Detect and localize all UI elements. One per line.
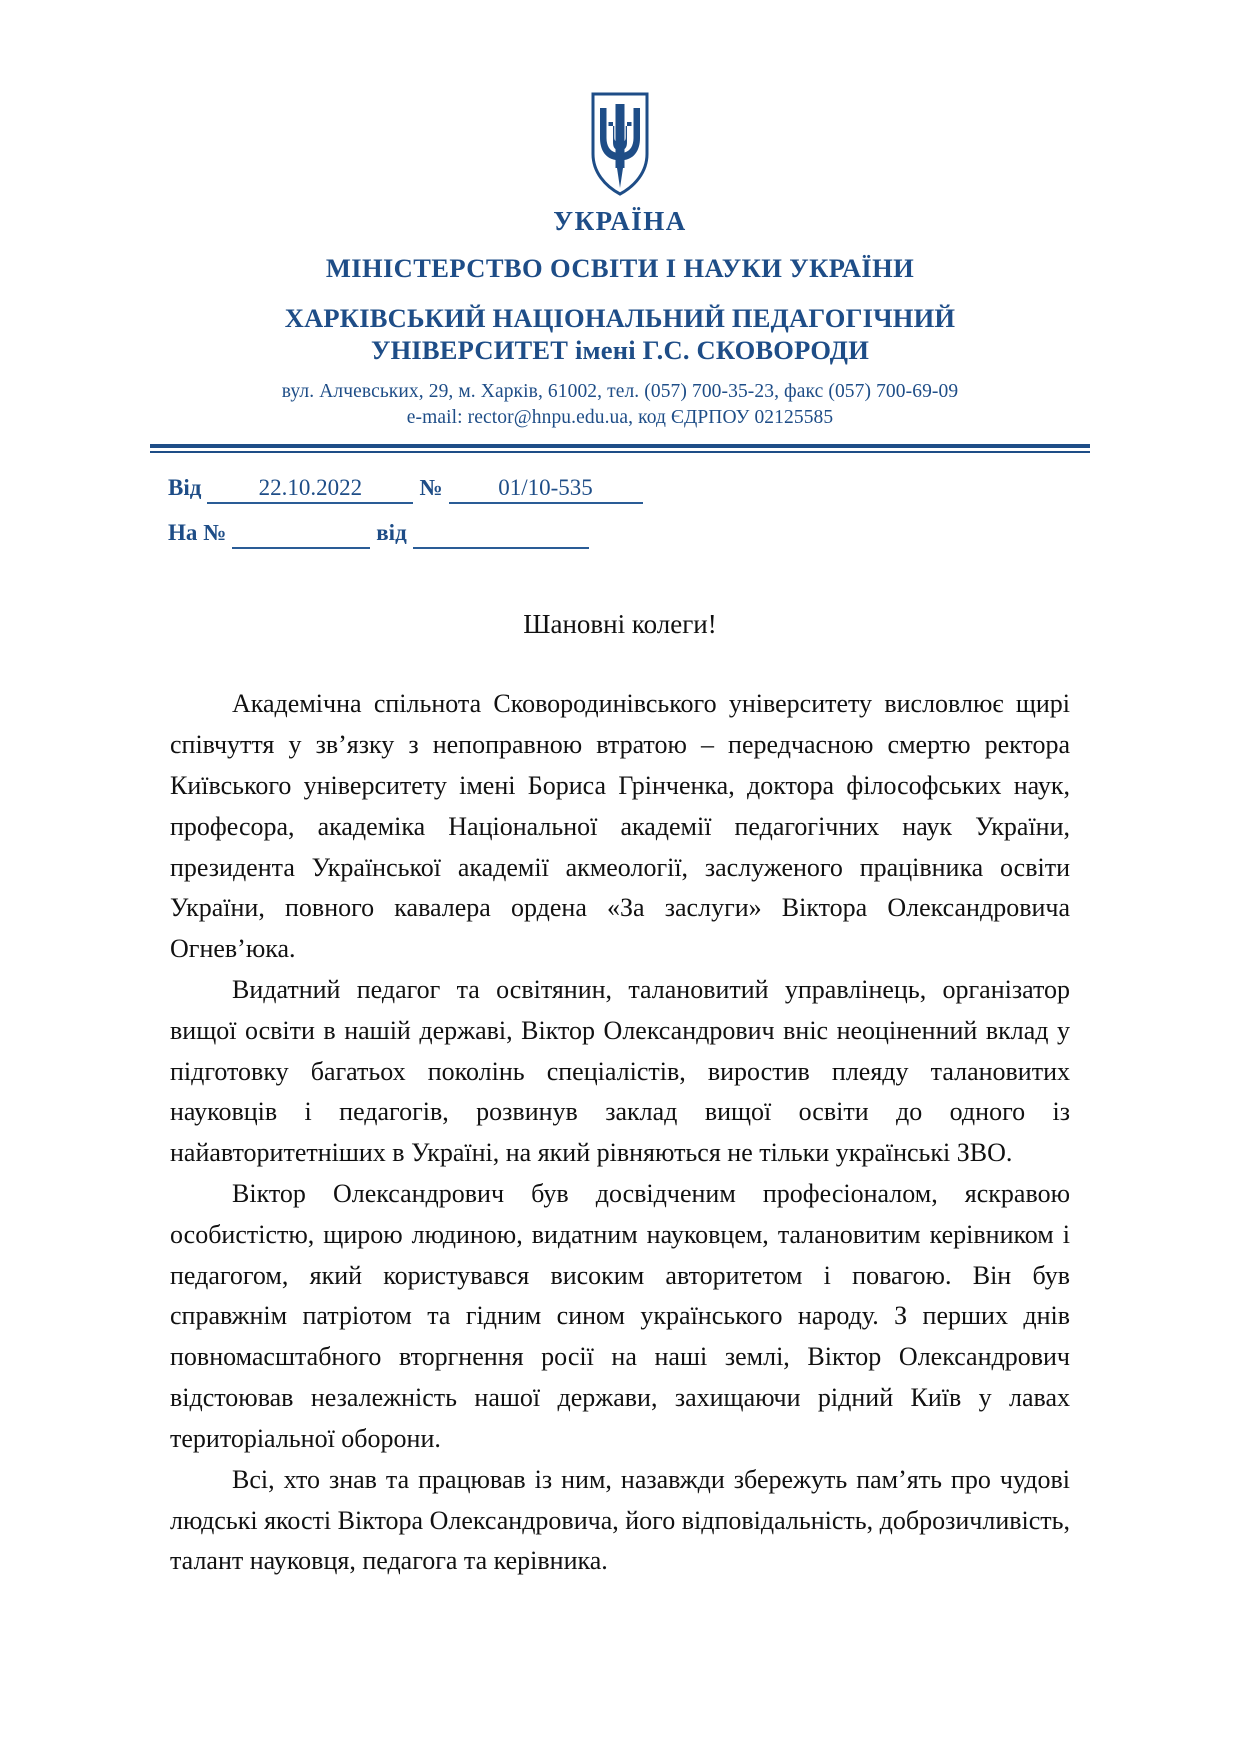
paragraph-4: Всі, хто знав та працював із ним, назавжди збережуть пам’ять про чудові людські якості Віктора Олександровича, його відповідальність, доброзичливість, талант науковця, педагога та керівника. (170, 1464, 1070, 1576)
paragraph-1: Академічна спільнота Сковородинівського університету висловлює щирі співчуття у зв’язку з непоправною втратою – передчасною смертю ректора Київського університету імені Бориса Грінченка, доктора філософських наук, професора, академіка Національної академії педагогічних наук України, президента Української академії акмеології, заслуженого працівника освіти України, повного кавалера ордена «За заслуги» Віктора Олександровича Огнев’юка. (170, 689, 1070, 964)
from-date-field[interactable]: 22.10.2022 (207, 475, 413, 504)
address-line: вул. Алчевських, 29, м. Харків, 61002, тел. (057) 700-35-23, факс (057) 700-69-09 (281, 380, 959, 402)
paragraph-3: Віктор Олександрович був досвідченим професіоналом, яскравою особистістю, щирою людиною, видатним науковцем, талановитим керівником і педагогом, який користувався високим авторитетом і повагою. Він був справжнім патріотом та гідним сином українського народу. З перших днів повномасштабного вторгнення росії на наші землі, Віктор Олександрович відстоював незалежність нашої держави, захищаючи рідний Київ у лавах територіальної оборони. (170, 1179, 1070, 1453)
country-name: УКРАЇНА (553, 206, 687, 236)
email-line: e-mail: rector@hnpu.edu.ua, код ЄДРПОУ 02125585 (406, 406, 834, 428)
number-field[interactable]: 01/10-535 (449, 475, 643, 504)
university-name-line1: ХАРКІВСЬКИЙ НАЦІОНАЛЬНИЙ ПЕДАГОГІЧНИЙ (284, 303, 956, 333)
letter-body (170, 565, 1070, 1582)
salutation: Шановні колеги! (523, 609, 717, 640)
reference-block (150, 475, 1090, 549)
reply-date-label: від (376, 520, 407, 546)
ministry-name: МІНІСТЕРСТВО ОСВІТИ І НАУКИ УКРАЇНИ (325, 253, 915, 283)
letterhead (0, 0, 1240, 453)
number-label: № (419, 475, 443, 501)
reply-to-label: На № (168, 520, 227, 546)
reference-row-incoming (150, 520, 1090, 549)
reply-to-field[interactable] (232, 520, 370, 549)
ukraine-trident-coat-of-arms-icon (591, 92, 649, 196)
university-name (0, 302, 1240, 367)
university-name-line2: УНІВЕРСИТЕТ імені Г.С. СКОВОРОДИ (370, 335, 870, 366)
paragraph-2: Видатний педагог та освітянин, талановитий управлінець, організатор вищої освіти в нашій державі, Віктор Олександрович вніс неоціненний вклад у підготовку багатьох поколінь спеціалістів, виростив плеяду талановитих науковців і педагогів, розвинув заклад вищої освіти до одного із найавторитетніших в Україні, на який рівняються не тільки українські ЗВО. (170, 974, 1070, 1168)
from-label: Від (168, 475, 202, 501)
divider-thin-rule (150, 451, 1090, 453)
reference-row-outgoing (150, 475, 1090, 504)
letterhead-divider (150, 444, 1090, 453)
reply-date-field[interactable] (413, 520, 589, 549)
